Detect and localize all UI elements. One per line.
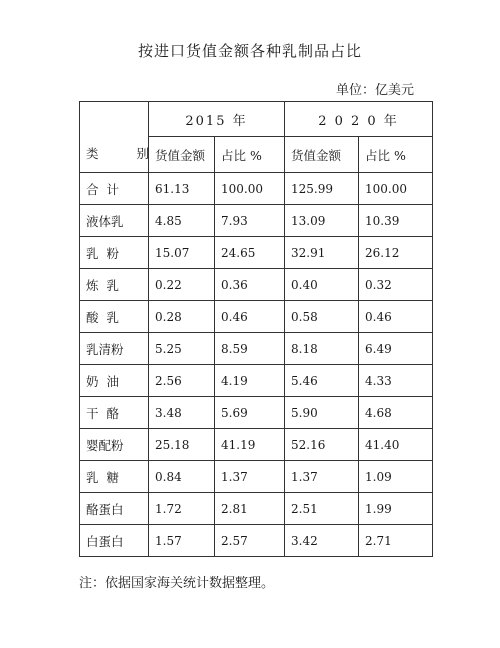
cell-p2020: 100.00 <box>359 173 433 205</box>
cell-v2015: 3.48 <box>149 397 215 429</box>
row-category: 乳清粉 <box>80 333 149 365</box>
cell-v2015: 1.57 <box>149 525 215 557</box>
row-category: 白蛋白 <box>80 525 149 557</box>
category-header: 类 别 <box>80 102 149 173</box>
table-row <box>80 205 433 237</box>
cell-p2015: 100.00 <box>215 173 285 205</box>
cell-p2015: 1.37 <box>215 461 285 493</box>
cell-p2015: 2.81 <box>215 493 285 525</box>
footnote: 注：依据国家海关统计数据整理。 <box>79 576 275 591</box>
row-category: 奶 油 <box>80 365 149 397</box>
cell-v2020: 125.99 <box>285 173 359 205</box>
cell-p2020: 4.68 <box>359 397 433 429</box>
subheader-value-2020: 货值金额 <box>285 137 359 173</box>
table-row <box>80 237 433 269</box>
cell-p2020: 41.40 <box>359 429 433 461</box>
cell-p2015: 5.69 <box>215 397 285 429</box>
table-row <box>80 301 433 333</box>
cell-v2020: 2.51 <box>285 493 359 525</box>
unit-label: 单位：亿美元 <box>335 83 414 98</box>
year-2015-header: 2015 年 <box>149 102 285 137</box>
row-category: 婴配粉 <box>80 429 149 461</box>
table-row <box>80 525 433 557</box>
cell-v2015: 0.84 <box>149 461 215 493</box>
row-category: 酸 乳 <box>80 301 149 333</box>
table-row <box>80 493 433 525</box>
row-category: 干 酪 <box>80 397 149 429</box>
row-category: 液体乳 <box>80 205 149 237</box>
cell-p2020: 4.33 <box>359 365 433 397</box>
cell-v2015: 0.28 <box>149 301 215 333</box>
subheader-share-2015: 占比 % <box>215 137 285 173</box>
cell-v2015: 2.56 <box>149 365 215 397</box>
year-2020-header: 2 0 2 0 年 <box>285 102 433 137</box>
cell-p2020: 26.12 <box>359 237 433 269</box>
table-row <box>80 365 433 397</box>
table-row <box>80 173 433 205</box>
subheader-share-2020: 占比 % <box>359 137 433 173</box>
cell-p2015: 0.46 <box>215 301 285 333</box>
cell-p2020: 0.32 <box>359 269 433 301</box>
cell-v2020: 52.16 <box>285 429 359 461</box>
table-row <box>80 429 433 461</box>
cell-p2020: 2.71 <box>359 525 433 557</box>
year-header-row <box>80 102 433 137</box>
cell-v2015: 15.07 <box>149 237 215 269</box>
cell-v2020: 13.09 <box>285 205 359 237</box>
table-row <box>80 461 433 493</box>
table-row <box>80 397 433 429</box>
cell-p2015: 7.93 <box>215 205 285 237</box>
document-title: 按进口货值金额各种乳制品占比 <box>137 42 362 60</box>
row-category: 乳 糖 <box>80 461 149 493</box>
table-row <box>80 333 433 365</box>
cell-v2020: 5.46 <box>285 365 359 397</box>
cell-p2015: 0.36 <box>215 269 285 301</box>
row-category: 乳 粉 <box>80 237 149 269</box>
cell-v2015: 4.85 <box>149 205 215 237</box>
cell-v2015: 5.25 <box>149 333 215 365</box>
cell-v2020: 3.42 <box>285 525 359 557</box>
cell-p2020: 10.39 <box>359 205 433 237</box>
cell-p2020: 1.09 <box>359 461 433 493</box>
cell-p2015: 8.59 <box>215 333 285 365</box>
cell-v2020: 5.90 <box>285 397 359 429</box>
cell-p2020: 1.99 <box>359 493 433 525</box>
table-row <box>80 269 433 301</box>
cell-v2020: 1.37 <box>285 461 359 493</box>
cell-v2015: 61.13 <box>149 173 215 205</box>
cell-v2020: 8.18 <box>285 333 359 365</box>
cell-v2020: 0.58 <box>285 301 359 333</box>
cell-p2020: 6.49 <box>359 333 433 365</box>
row-category: 炼 乳 <box>80 269 149 301</box>
cell-v2020: 0.40 <box>285 269 359 301</box>
dairy-import-table <box>79 101 433 557</box>
cell-p2015: 4.19 <box>215 365 285 397</box>
cell-v2015: 0.22 <box>149 269 215 301</box>
cell-p2020: 0.46 <box>359 301 433 333</box>
cell-v2020: 32.91 <box>285 237 359 269</box>
cell-v2015: 1.72 <box>149 493 215 525</box>
cell-p2015: 41.19 <box>215 429 285 461</box>
cell-v2015: 25.18 <box>149 429 215 461</box>
row-category: 合 计 <box>80 173 149 205</box>
row-category: 酪蛋白 <box>80 493 149 525</box>
cell-p2015: 2.57 <box>215 525 285 557</box>
cell-p2015: 24.65 <box>215 237 285 269</box>
subheader-value-2015: 货值金额 <box>149 137 215 173</box>
